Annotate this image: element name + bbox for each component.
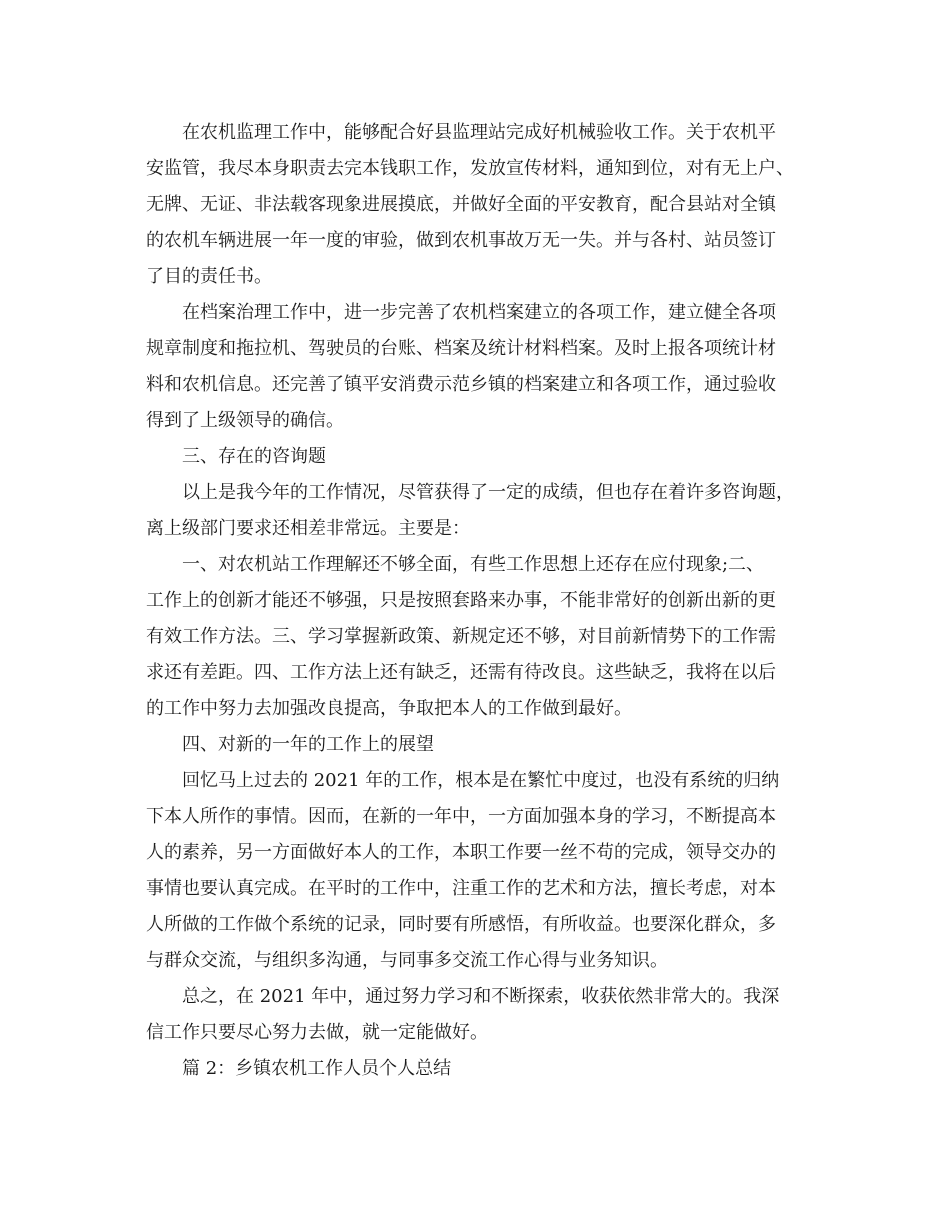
paragraph-line: 总之，在 2021 年中，通过努力学习和不断探索，收获依然非常大的。我深 — [182, 986, 780, 1007]
paragraph — [146, 547, 846, 727]
paragraph-line: 四、对新的一年的工作上的展望 — [182, 734, 434, 755]
paragraph-line: 人的素养，另一方面做好本人的工作，本职工作要一丝不苟的完成，领导交办的 — [146, 842, 776, 863]
paragraph-line: 工作上的创新才能还不够强，只是按照套路来办事，不能非常好的创新出新的更 — [146, 590, 776, 611]
paragraph — [146, 475, 846, 547]
paragraph — [146, 727, 846, 763]
paragraph-line: 的农机车辆进展一年一度的审验，做到农机事故万无一失。并与各村、站员签订 — [146, 230, 776, 251]
paragraph-line: 离上级部门要求还相差非常远。主要是： — [146, 518, 470, 539]
paragraph-line: 篇 2：乡镇农机工作人员个人总结 — [182, 1058, 452, 1079]
paragraph — [146, 439, 846, 475]
paragraph-line: 求还有差距。四、工作方法上还有缺乏，还需有待改良。这些缺乏，我将在以后 — [146, 662, 776, 683]
document-body — [146, 115, 846, 1087]
paragraph-line: 在农机监理工作中，能够配合好县监理站完成好机械验收工作。关于农机平 — [182, 122, 776, 143]
paragraph-line: 规章制度和拖拉机、驾驶员的台账、档案及统计材料档案。及时上报各项统计材 — [146, 338, 776, 359]
paragraph-line: 的工作中努力去加强改良提高，争取把本人的工作做到最好。 — [146, 698, 632, 719]
paragraph-line: 回忆马上过去的 2021 年的工作，根本是在繁忙中度过，也没有系统的归纳 — [182, 770, 780, 791]
paragraph-line: 了目的责任书。 — [146, 266, 272, 287]
paragraph — [146, 763, 846, 979]
paragraph-line: 一、对农机站工作理解还不够全面，有些工作思想上还存在应付现象;二、 — [182, 554, 765, 575]
paragraph-line: 无牌、无证、非法载客现象进展摸底，并做好全面的平安教育，配合县站对全镇 — [146, 194, 776, 215]
paragraph — [146, 1051, 846, 1087]
paragraph-line: 得到了上级领导的确信。 — [146, 410, 344, 431]
paragraph-line: 有效工作方法。三、学习掌握新政策、新规定还不够，对目前新情势下的工作需 — [146, 626, 776, 647]
paragraph — [146, 979, 846, 1051]
paragraph — [146, 115, 846, 295]
paragraph-line: 在档案治理工作中，进一步完善了农机档案建立的各项工作，建立健全各项 — [182, 302, 776, 323]
paragraph-line: 以上是我今年的工作情况，尽管获得了一定的成绩，但也存在着许多咨询题， — [182, 482, 794, 503]
paragraph-line: 下本人所作的事情。因而，在新的一年中，一方面加强本身的学习，不断提高本 — [146, 806, 776, 827]
paragraph-line: 事情也要认真完成。在平时的工作中，注重工作的艺术和方法，擅长考虑，对本 — [146, 878, 776, 899]
paragraph-line: 安监管，我尽本身职责去完本钱职工作，发放宣传材料，通知到位，对有无上户、 — [146, 158, 794, 179]
paragraph-line: 人所做的工作做个系统的记录，同时要有所感悟，有所收益。也要深化群众，多 — [146, 914, 776, 935]
paragraph — [146, 295, 846, 439]
paragraph-line: 与群众交流，与组织多沟通，与同事多交流工作心得与业务知识。 — [146, 950, 668, 971]
paragraph-line: 料和农机信息。还完善了镇平安消费示范乡镇的档案建立和各项工作，通过验收 — [146, 374, 776, 395]
paragraph-line: 三、存在的咨询题 — [182, 446, 326, 467]
paragraph-line: 信工作只要尽心努力去做，就一定能做好。 — [146, 1022, 488, 1043]
